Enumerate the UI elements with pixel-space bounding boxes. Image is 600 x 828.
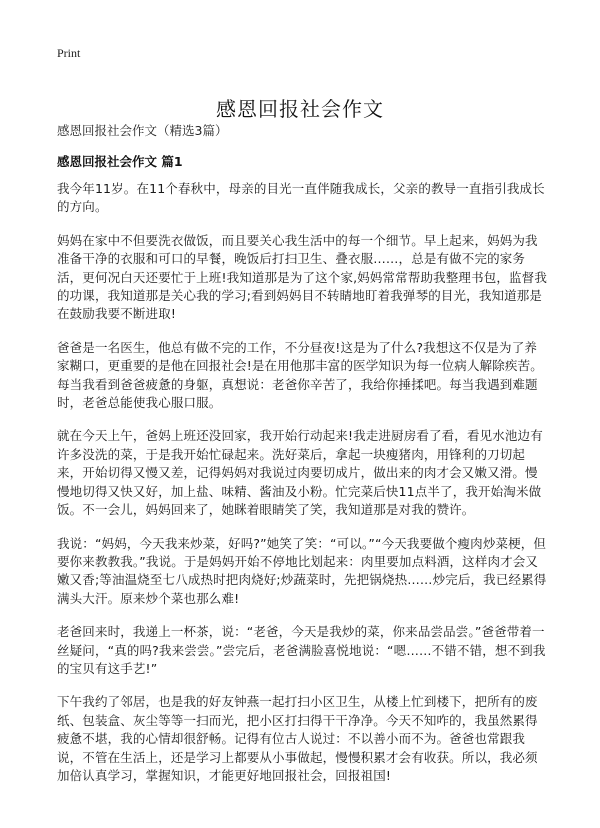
document-title: 感恩回报社会作文 — [216, 97, 384, 122]
document-subtitle: 感恩回报社会作文（精选3篇） — [57, 123, 228, 138]
section-heading: 感恩回报社会作文 篇1 — [57, 154, 183, 169]
paragraph: 就在今天上午，爸妈上班还没回家，我开始行动起来!我走进厨房看了看，看见水池边有许多没洗的菜，于是我开始忙碌起来。洗好菜后，拿起一块瘦猪肉，用锋利的刀切起来，开始切得又慢又差，记得妈妈对我说过肉要切成片，做出来的肉才会又嫩又滑。慢慢地切得又快又好，加上盐、味精、酱油及小粉。忙完菜后快11点半了，我开始淘米做饭。不一会儿，妈妈回来了，她眯着眼睛笑了笑，我知道那是对我的赞许。 — [57, 428, 543, 518]
paragraph: 下午我约了邻居，也是我的好友钟燕一起打扫小区卫生，从楼上忙到楼下，把所有的废纸、包装盒、灰尘等等一扫而光，把小区打扫得干干净净。今天不知咋的，我虽然累得疲惫不堪，我的心情却很舒畅。记得有位古人说过：不以善小而不为。爸爸也常跟我说，不管在生活上，还是学习上都要从小事做起，慢慢积累才会有收获。所以，我必须加倍认真学习，掌握知识，才能更好地回报社会，回报祖国! — [57, 694, 538, 783]
paragraph: 我说：“妈妈，今天我来炒菜，好吗?”她笑了笑：“可以。”“今天我要做个瘦肉炒菜梗，但要你来教教我。”我说。于是妈妈开始不停地比划起来：肉里要加点料酒，这样肉才会又嫩又香;等油温烧至七八成热时把肉烧好;炒蔬菜时，先把锅烧热……炒完后，我已经累得满头大汗。原来炒个菜也那么难! — [57, 535, 547, 606]
paragraph: 我今年11岁。在11个春秋中，母亲的目光一直伴随我成长，父亲的教导一直指引我成长的方向。 — [57, 181, 545, 215]
paragraph: 爸爸是一名医生，他总有做不完的工作，不分昼夜!这是为了什么?我想这不仅是为了养家糊口，更重要的是他在回报社会!是在用他那丰富的医学知识为每一位病人解除疾苦。每当我看到爸爸疲惫的身躯，真想说：老爸你辛苦了，我给你捶揉吧。每当我遇到难题时，老爸总能使我心服口服。 — [57, 339, 543, 411]
paragraph: 老爸回来时，我递上一杯茶，说：“老爸，今天是我炒的菜，你来品尝品尝。”爸爸带着一丝疑问，“真的吗?我来尝尝。”尝完后，老爸满脸喜悦地说：“嗯……不错不错，想不到我的宝贝有这手艺!” — [57, 624, 546, 676]
article-body — [57, 180, 549, 800]
paragraph: 妈妈在家中不但要洗衣做饭，而且要关心我生活中的每一个细节。早上起来，妈妈为我准备干净的衣服和可口的早餐，晚饭后打扫卫生、叠衣服……，总是有做不完的家务活，更何况白天还要忙于上班!我知道那是为了这个家,妈妈常常帮助我整理书包，监督我的功课，我知道那是关心我的学习;看到妈妈目不转睛地盯着我弹琴的目光，我知道那是在鼓励我要不断进取! — [57, 232, 547, 322]
print-link[interactable]: Print — [57, 46, 81, 60]
